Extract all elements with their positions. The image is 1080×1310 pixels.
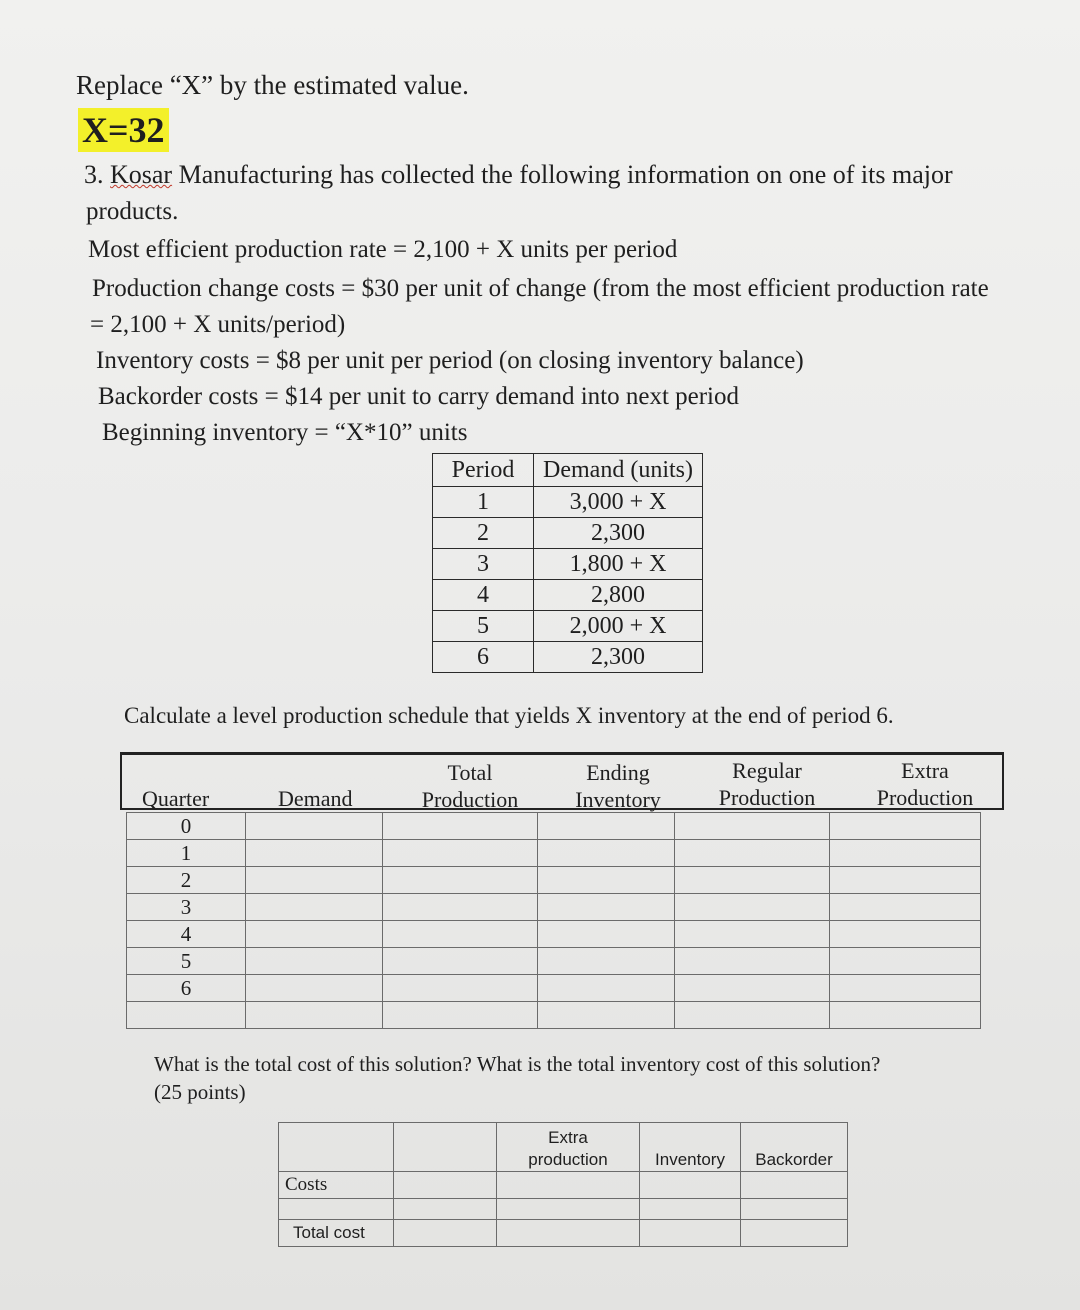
- table-row: [433, 642, 703, 673]
- regular-production-cell[interactable]: [675, 1002, 830, 1029]
- total-production-header: [414, 759, 526, 813]
- x-value-highlight: X=32: [78, 108, 169, 152]
- total-production-cell[interactable]: [383, 813, 538, 840]
- demand-cell[interactable]: [246, 975, 383, 1002]
- total-cost-row: [279, 1220, 848, 1247]
- table-row: [127, 867, 981, 894]
- period-cell: 2: [433, 518, 534, 549]
- demand-table-header: [433, 454, 703, 487]
- inventory-costs-line: Inventory costs = $8 per unit per period (on closing inventory balance): [96, 347, 804, 374]
- demand-table: [432, 453, 703, 673]
- costs-cell[interactable]: [394, 1172, 497, 1199]
- problem-line-1-rest: Manufacturing has collected the following information on one of its major: [178, 160, 953, 189]
- demand-cell: 1,800 + X: [534, 549, 703, 580]
- total-production-header-line2: Production: [421, 787, 519, 812]
- extra-production-header: [497, 1123, 640, 1172]
- extra-production-cell[interactable]: [830, 813, 981, 840]
- period-cell: 5: [433, 611, 534, 642]
- costs-label: Costs: [279, 1172, 394, 1199]
- header-blank-cell: [394, 1123, 497, 1172]
- table-row: [127, 813, 981, 840]
- table-row: [433, 487, 703, 518]
- regular-production-cell[interactable]: [675, 867, 830, 894]
- ending-inventory-cell[interactable]: [538, 975, 675, 1002]
- regular-production-cell[interactable]: [675, 921, 830, 948]
- table-row: [127, 840, 981, 867]
- total-production-cell[interactable]: [383, 894, 538, 921]
- quarter-cell: 5: [127, 948, 246, 975]
- level-schedule-instruction: Calculate a level production schedule that yields X inventory at the end of period 6.: [124, 703, 894, 728]
- extra-production-header-line2: production: [528, 1150, 608, 1169]
- total-production-cell[interactable]: [383, 1002, 538, 1029]
- ending-inventory-cell[interactable]: [538, 921, 675, 948]
- regular-production-cell[interactable]: [675, 948, 830, 975]
- blank-cell[interactable]: [394, 1199, 497, 1220]
- demand-cell[interactable]: [246, 921, 383, 948]
- extra-production-header: [870, 757, 980, 811]
- ending-inventory-header-line2: Inventory: [575, 787, 661, 812]
- problem-number: 3.: [84, 160, 104, 189]
- extra-production-cell[interactable]: [830, 1002, 981, 1029]
- period-cell: 4: [433, 580, 534, 611]
- cost-table-header: [279, 1123, 848, 1172]
- extra-production-cell[interactable]: [830, 894, 981, 921]
- table-row: [127, 975, 981, 1002]
- regular-production-header-line1: Regular: [732, 758, 802, 783]
- regular-production-header-line2: Production: [718, 785, 816, 810]
- period-cell: 6: [433, 642, 534, 673]
- backorder-costs-line: Backorder costs = $14 per unit to carry demand into next period: [98, 383, 740, 410]
- ending-inventory-cell[interactable]: [538, 867, 675, 894]
- ending-inventory-cell[interactable]: [538, 894, 675, 921]
- demand-cell: 2,800: [534, 580, 703, 611]
- blank-cell[interactable]: [741, 1199, 848, 1220]
- total-production-cell[interactable]: [383, 867, 538, 894]
- efficient-rate-line: Most efficient production rate = 2,100 + X units per period: [88, 236, 678, 263]
- quarter-cell: 1: [127, 840, 246, 867]
- schedule-header: [120, 752, 1004, 810]
- demand-cell[interactable]: [246, 813, 383, 840]
- costs-row: [279, 1172, 848, 1199]
- inventory-header: Inventory: [640, 1123, 741, 1172]
- table-row: [433, 518, 703, 549]
- cost-table: [278, 1122, 848, 1247]
- extra-production-cell[interactable]: [830, 921, 981, 948]
- demand-units-header: Demand (units): [534, 454, 703, 487]
- company-name: Kosar: [110, 160, 173, 189]
- ending-inventory-header-line1: Ending: [586, 760, 650, 785]
- quarter-cell: 3: [127, 894, 246, 921]
- total-cost-cell[interactable]: [640, 1220, 741, 1247]
- regular-production-cell[interactable]: [675, 813, 830, 840]
- demand-cell[interactable]: [246, 1002, 383, 1029]
- total-cost-label: Total cost: [279, 1220, 394, 1247]
- problem-line-1: [84, 160, 953, 190]
- demand-cell[interactable]: [246, 948, 383, 975]
- costs-cell[interactable]: [640, 1172, 741, 1199]
- demand-cell: 3,000 + X: [534, 487, 703, 518]
- ending-inventory-header: [568, 759, 668, 813]
- change-costs-line-cont: = 2,100 + X units/period): [90, 311, 346, 338]
- blank-row: [279, 1199, 848, 1220]
- extra-production-header-line2: Production: [876, 785, 974, 810]
- demand-header: Demand: [278, 786, 353, 811]
- table-row: [433, 580, 703, 611]
- table-row: [127, 894, 981, 921]
- quarter-header: Quarter: [142, 786, 210, 811]
- quarter-cell: 4: [127, 921, 246, 948]
- extra-production-cell[interactable]: [830, 840, 981, 867]
- total-production-cell[interactable]: [383, 948, 538, 975]
- ending-inventory-cell[interactable]: [538, 813, 675, 840]
- costs-cell[interactable]: [497, 1172, 640, 1199]
- table-row: [433, 611, 703, 642]
- backorder-header: Backorder: [741, 1123, 848, 1172]
- cost-question-line-1: What is the total cost of this solution? What is the total inventory cost of this solution?: [154, 1052, 881, 1076]
- table-row: [127, 1002, 981, 1029]
- table-row: [127, 948, 981, 975]
- replace-instruction: Replace “X” by the estimated value.: [76, 70, 469, 100]
- total-production-cell[interactable]: [383, 840, 538, 867]
- cost-question-line-2: (25 points): [154, 1080, 246, 1104]
- period-cell: 1: [433, 487, 534, 518]
- regular-production-cell[interactable]: [675, 894, 830, 921]
- beginning-inventory-line: Beginning inventory = “X*10” units: [102, 419, 468, 446]
- regular-production-cell[interactable]: [675, 840, 830, 867]
- period-cell: 3: [433, 549, 534, 580]
- regular-production-cell[interactable]: [675, 975, 830, 1002]
- extra-production-header-line1: Extra: [901, 758, 949, 783]
- quarter-cell: 6: [127, 975, 246, 1002]
- total-cost-cell[interactable]: [394, 1220, 497, 1247]
- demand-cell: 2,000 + X: [534, 611, 703, 642]
- total-production-cell[interactable]: [383, 975, 538, 1002]
- table-row: [127, 921, 981, 948]
- ending-inventory-cell[interactable]: [538, 948, 675, 975]
- problem-line-2: products.: [86, 198, 179, 225]
- period-header: Period: [433, 454, 534, 487]
- total-production-header-line1: Total: [447, 760, 493, 785]
- demand-cell[interactable]: [246, 867, 383, 894]
- total-cost-cell[interactable]: [497, 1220, 640, 1247]
- header-blank-cell: [279, 1123, 394, 1172]
- blank-cell[interactable]: [640, 1199, 741, 1220]
- extra-production-header-line1: Extra: [548, 1128, 588, 1147]
- table-row: [433, 549, 703, 580]
- extra-production-cell[interactable]: [830, 975, 981, 1002]
- change-costs-line: Production change costs = $30 per unit of change (from the most efficient production rate: [92, 275, 989, 302]
- schedule-grid: [126, 812, 981, 1029]
- ending-inventory-cell[interactable]: [538, 840, 675, 867]
- extra-production-cell[interactable]: [830, 948, 981, 975]
- costs-cell[interactable]: [741, 1172, 848, 1199]
- quarter-cell: [127, 1002, 246, 1029]
- blank-cell[interactable]: [497, 1199, 640, 1220]
- blank-cell[interactable]: [279, 1199, 394, 1220]
- total-production-cell[interactable]: [383, 921, 538, 948]
- quarter-cell: 0: [127, 813, 246, 840]
- demand-cell: 2,300: [534, 642, 703, 673]
- demand-cell[interactable]: [246, 894, 383, 921]
- quarter-cell: 2: [127, 867, 246, 894]
- regular-production-header: [712, 757, 822, 811]
- demand-cell: 2,300: [534, 518, 703, 549]
- total-cost-cell[interactable]: [741, 1220, 848, 1247]
- extra-production-cell[interactable]: [830, 867, 981, 894]
- ending-inventory-cell[interactable]: [538, 1002, 675, 1029]
- demand-cell[interactable]: [246, 840, 383, 867]
